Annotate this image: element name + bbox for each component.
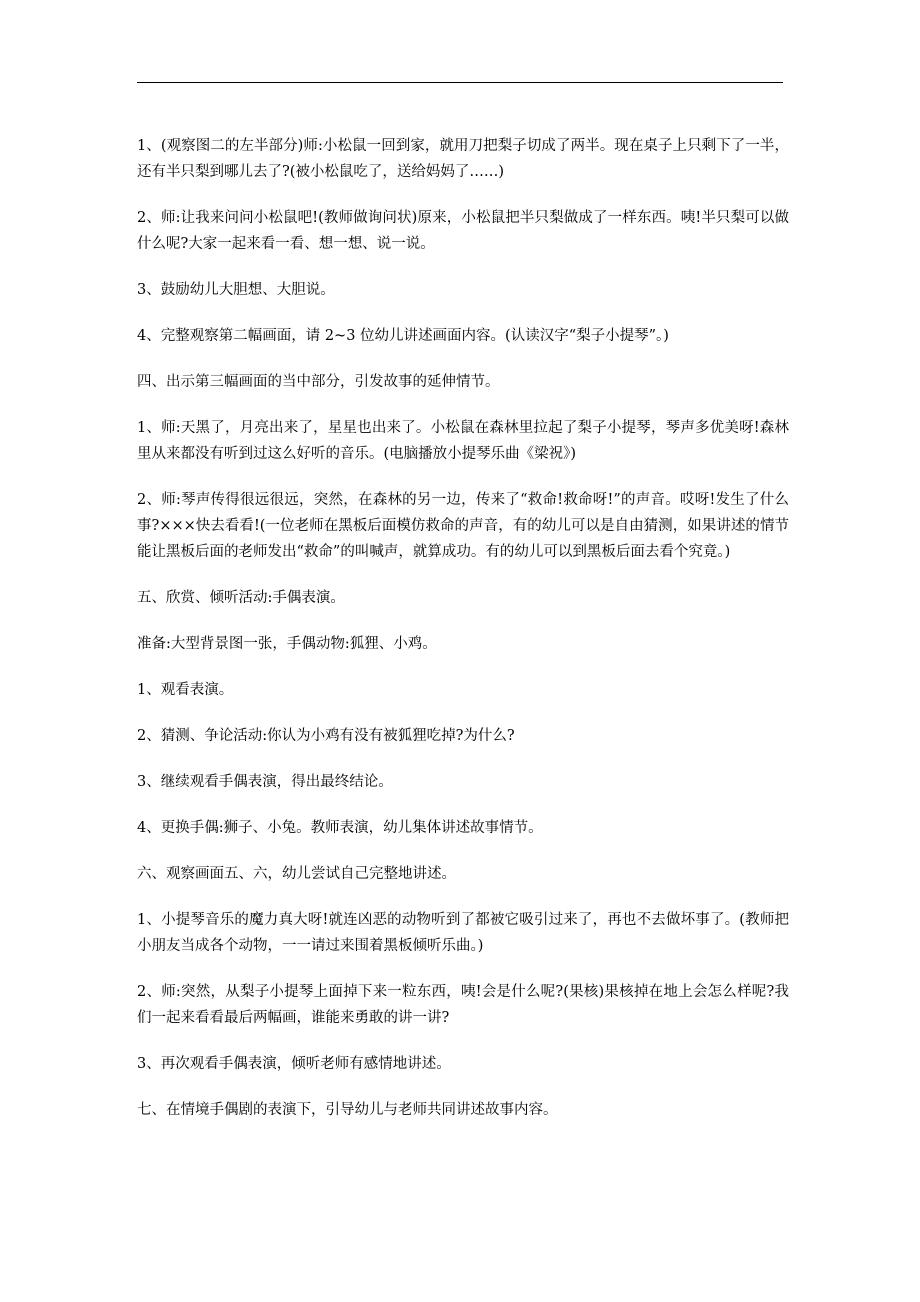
paragraph: 1、观看表演。 <box>137 682 234 698</box>
header-rule <box>137 82 783 83</box>
section-heading: 四、出示第三幅画面的当中部分，引发故事的延伸情节。 <box>137 374 500 390</box>
paragraph: 2、师:琴声传得很远很远，突然，在森林的另一边，传来了“救命!救命呀!”的声音。哎呀!发生了什么事?×××快去看看!(一位老师在黑板后面模仿救命的声音，有的幼儿可以是自由猜测，如果讲述的情节能让黑板后面的老师发出“救命”的叫喊声，就算成功。有的幼儿可以到黑板后面去看个究竟。) <box>137 492 789 560</box>
paragraph: 4、完整观察第二幅画面，请 2~3 位幼儿讲述画面内容。(认读汉字“梨子小提琴”。) <box>137 328 669 344</box>
paragraph: 3、再次观看手偶表演，倾听老师有感情地讲述。 <box>137 1056 451 1072</box>
paragraph: 1、(观察图二的左半部分)师:小松鼠一回到家，就用刀把梨子切成了两半。现在桌子上只剩下了一半，还有半只梨到哪儿去了?(被小松鼠吃了，送给妈妈了……) <box>137 138 789 180</box>
section-heading: 五、欣赏、倾听活动:手偶表演。 <box>137 590 345 606</box>
paragraph: 2、师:突然，从梨子小提琴上面掉下来一粒东西，咦!会是什么呢?(果核)果核掉在地上会怎么样呢?我们一起来看看最后两幅画，谁能来勇敢的讲一讲? <box>137 984 789 1026</box>
paragraph: 2、师:让我来问问小松鼠吧!(教师做询问状)原来，小松鼠把半只梨做成了一样东西。咦!半只梨可以做什么呢?大家一起来看一看、想一想、说一说。 <box>137 210 789 252</box>
paragraph: 1、师:天黑了，月亮出来了，星星也出来了。小松鼠在森林里拉起了梨子小提琴，琴声多优美呀!森林里从来都没有听到过这么好听的音乐。(电脑播放小提琴乐曲《梁祝》) <box>137 420 789 462</box>
paragraph: 4、更换手偶:狮子、小兔。教师表演，幼儿集体讲述故事情节。 <box>137 820 543 836</box>
paragraph: 1、小提琴音乐的魔力真大呀!就连凶恶的动物听到了都被它吸引过来了，再也不去做坏事了。(教师把小朋友当成各个动物，一一请过来围着黑板倾听乐曲。) <box>137 912 789 954</box>
paragraph: 2、猜测、争论活动:你认为小鸡有没有被狐狸吃掉?为什么? <box>137 728 515 744</box>
document-body <box>137 133 789 1143</box>
paragraph: 3、鼓励幼儿大胆想、大胆说。 <box>137 282 335 298</box>
paragraph: 准备:大型背景图一张，手偶动物:狐狸、小鸡。 <box>137 636 437 652</box>
paragraph: 3、继续观看手偶表演，得出最终结论。 <box>137 774 393 790</box>
section-heading: 七、在情境手偶剧的表演下，引导幼儿与老师共同讲述故事内容。 <box>137 1102 558 1118</box>
section-heading: 六、观察画面五、六，幼儿尝试自己完整地讲述。 <box>137 866 456 882</box>
